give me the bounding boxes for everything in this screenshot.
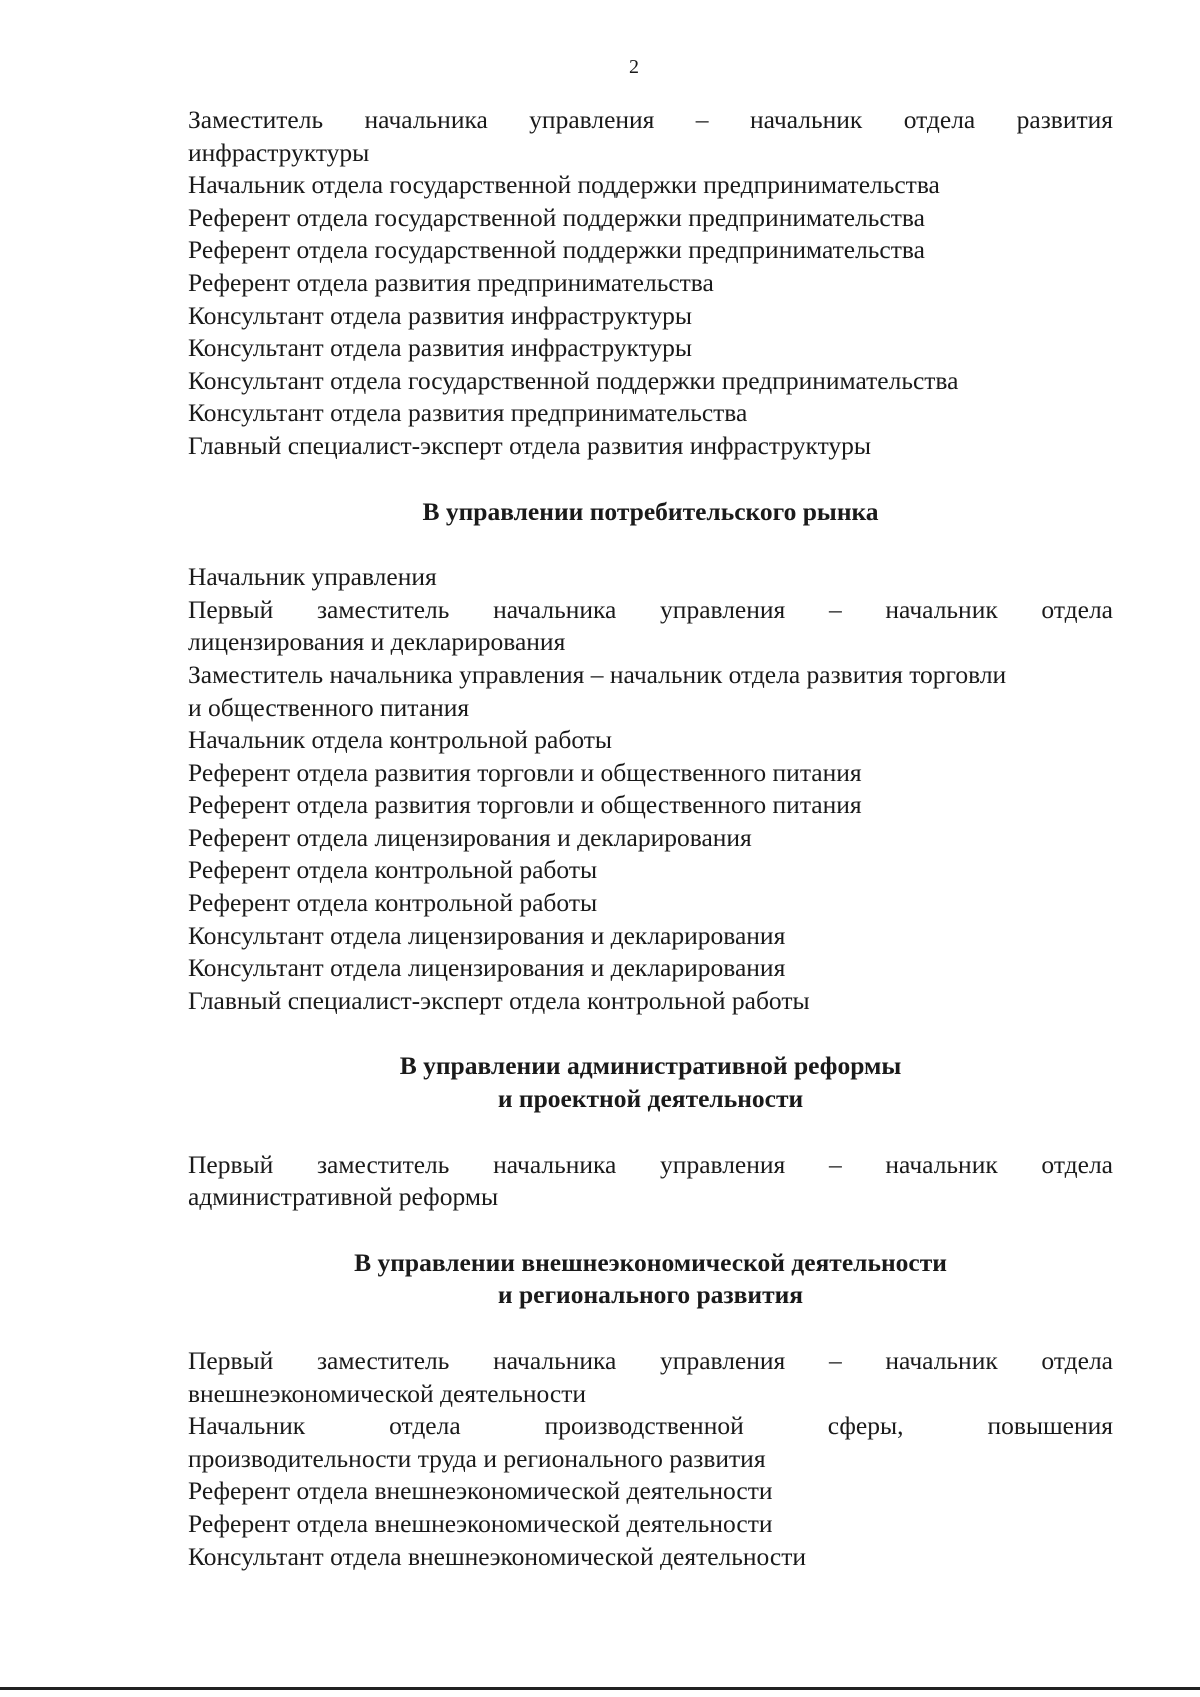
list-item: Референт отдела внешнеэкономической деятельности — [188, 1508, 773, 1538]
list-item: Референт отдела внешнеэкономической деятельности — [188, 1476, 773, 1506]
list-item: Главный специалист-эксперт отдела развития инфраструктуры — [188, 430, 872, 460]
list-item-continuation: административной реформы — [188, 1182, 499, 1212]
list-item: Начальник отдела государственной поддержки предпринимательства — [188, 170, 940, 200]
list-item-continuation: производительности труда и регионального развития — [188, 1443, 766, 1473]
list-item: Консультант отдела развития предпринимательства — [188, 398, 748, 428]
section-position-list — [188, 1345, 1113, 1573]
list-item: Консультант отдела государственной поддержки предпринимательства — [188, 365, 959, 395]
section-position-list — [188, 561, 1113, 1017]
list-item-continuation: и общественного питания — [188, 692, 470, 722]
list-item: Начальник отдела производственной сферы, повышения — [188, 1411, 1113, 1441]
list-item-continuation: внешнеэкономической деятельности — [188, 1378, 587, 1408]
list-item: Консультант отдела внешнеэкономической деятельности — [188, 1541, 807, 1571]
section-position-list — [188, 1149, 1113, 1214]
section-heading-line-2: и регионального развития — [497, 1280, 804, 1310]
section-heading-line-2: и проектной деятельности — [497, 1084, 804, 1114]
list-item: Начальник управления — [188, 562, 437, 592]
list-item: Заместитель начальника управления – начальник отдела развития торговли — [188, 659, 1007, 689]
list-item-continuation: лицензирования и декларирования — [188, 627, 566, 657]
list-item: Консультант отдела развития инфраструктуры — [188, 300, 693, 330]
list-item: Референт отдела контрольной работы — [188, 888, 598, 918]
list-item: Заместитель начальника управления – начальник отдела развития — [188, 105, 1113, 134]
list-item: Референт отдела развития предпринимательства — [188, 267, 714, 297]
list-item: Главный специалист-эксперт отдела контрольной работы — [188, 985, 810, 1015]
list-item: Первый заместитель начальника управления – начальник отдела — [188, 1149, 1113, 1179]
list-item: Первый заместитель начальника управления – начальник отдела — [188, 1346, 1113, 1375]
list-item: Референт отдела государственной поддержки предпринимательства — [188, 202, 925, 232]
list-item: Референт отдела развития торговли и общественного питания — [188, 790, 862, 820]
page-bottom-edge — [0, 1687, 1200, 1690]
document-body — [188, 104, 1113, 1573]
intro-position-list — [188, 104, 1113, 463]
list-item: Консультант отдела лицензирования и декларирования — [188, 953, 786, 983]
section-heading: В управлении внешнеэкономической деятельности — [354, 1247, 947, 1277]
list-item: Референт отдела государственной поддержки предпринимательства — [188, 235, 925, 265]
list-item: Первый заместитель начальника управления – начальник отдела — [188, 594, 1113, 624]
section-heading: В управлении потребительского рынка — [422, 496, 879, 526]
list-item: Референт отдела лицензирования и декларирования — [188, 822, 752, 852]
page-number: 2 — [629, 56, 639, 78]
list-item: Начальник отдела контрольной работы — [188, 725, 613, 755]
list-item: Референт отдела развития торговли и общественного питания — [188, 757, 862, 787]
list-item-continuation: инфраструктуры — [188, 137, 370, 167]
list-item: Консультант отдела развития инфраструктуры — [188, 333, 693, 363]
list-item: Консультант отдела лицензирования и декларирования — [188, 920, 786, 950]
section-heading: В управлении административной реформы — [399, 1051, 902, 1081]
list-item: Референт отдела контрольной работы — [188, 855, 598, 885]
